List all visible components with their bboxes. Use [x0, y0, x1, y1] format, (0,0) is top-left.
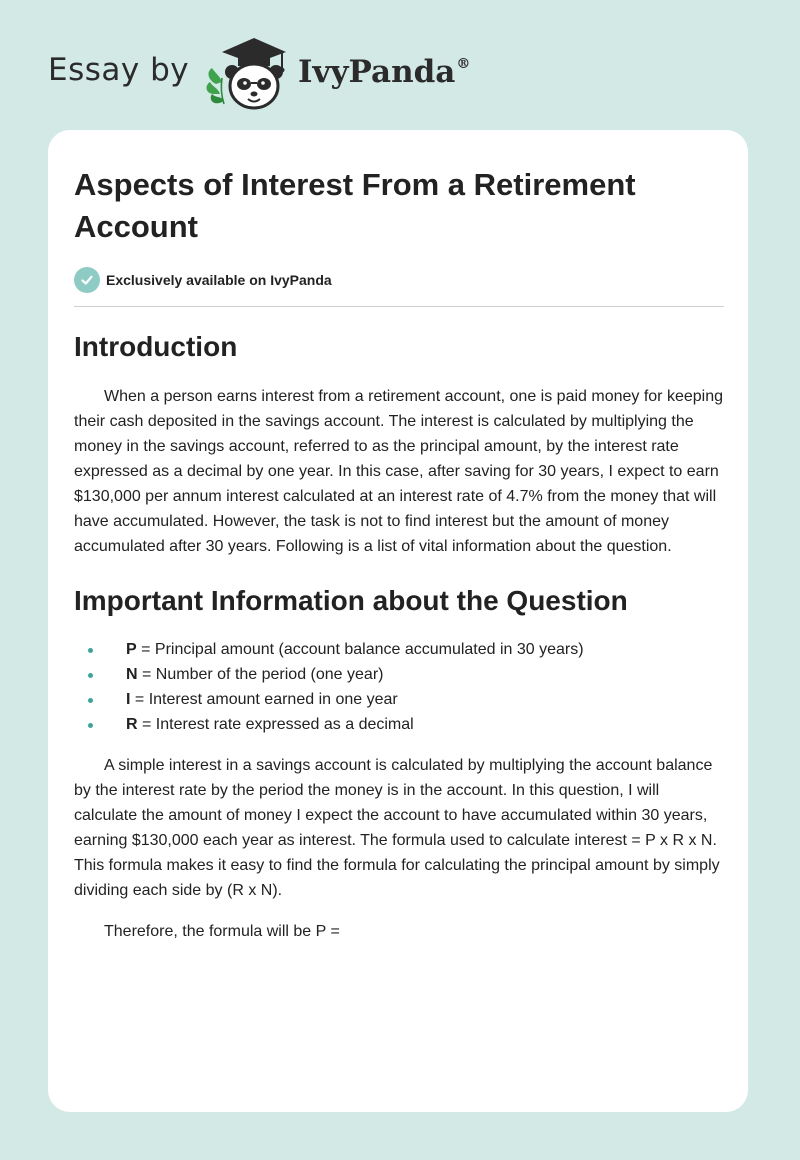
list-item	[74, 637, 724, 662]
list-item	[74, 662, 724, 687]
list-item-term: N	[126, 666, 138, 683]
list-item-definition: = Interest amount earned in one year	[130, 691, 398, 708]
list-item-term: I	[126, 691, 131, 708]
article-body	[74, 164, 724, 944]
bullet-icon	[88, 648, 93, 653]
list-item-term: R	[126, 716, 138, 733]
introduction-paragraph: When a person earns interest from a retirement account, one is paid money for keeping their cash deposited in the savings account. The interest is calculated by multiplying the money in the savings account, referred to as the principal amount, by the interest rate expressed as a decimal by one year. In this case, after saving for 30 years, I expect to earn $130,000 per annum interest calculated at an interest rate of 4.7% from the money that will have accumulated. However, the task is not to find interest but the amount of money accumulated after 30 years. Following is a list of vital information about the question.	[74, 388, 723, 555]
badge-label: Exclusively available on IvyPanda	[106, 272, 332, 288]
panda-graduation-cap-icon[interactable]	[202, 34, 294, 114]
list-item	[74, 712, 724, 737]
variables-list	[74, 637, 724, 737]
check-circle-icon	[74, 267, 100, 293]
list-item	[74, 687, 724, 712]
registered-mark: ®	[456, 56, 471, 72]
article-title: Aspects of Interest From a Retirement Account	[74, 167, 636, 244]
bullet-icon	[88, 723, 93, 728]
brand-text: IvyPanda	[298, 54, 456, 90]
list-item-definition: = Number of the period (one year)	[137, 666, 384, 683]
bullet-icon	[88, 673, 93, 678]
section-heading-introduction: Introduction	[74, 331, 238, 362]
exclusive-badge	[74, 266, 724, 294]
list-item-definition: = Principal amount (account balance accumulated in 30 years)	[136, 641, 584, 658]
section-heading-important-information: Important Information about the Question	[74, 585, 628, 616]
brand-name[interactable]	[298, 54, 470, 90]
title-divider	[74, 306, 724, 307]
list-item-term: P	[126, 641, 137, 658]
list-item-definition: = Interest rate expressed as a decimal	[137, 716, 414, 733]
ivy-leaf-icon	[207, 68, 224, 104]
article-card	[48, 130, 748, 1112]
bullet-icon	[88, 698, 93, 703]
simple-interest-paragraph: A simple interest in a savings account is calculated by multiplying the account balance by the interest rate by the period the money is in the account. In this question, I will calculate the amount of money I expect the account to have accumulated within 30 years, earning $130,000 each year as interest. The formula used to calculate interest = P x R x N. This formula makes it easy to find the formula for calculating the principal amount by simply dividing each side by (R x N).	[74, 757, 720, 899]
site-header	[48, 30, 508, 110]
formula-paragraph: Therefore, the formula will be P =	[104, 923, 340, 940]
essay-by-label: Essay by	[48, 52, 190, 88]
